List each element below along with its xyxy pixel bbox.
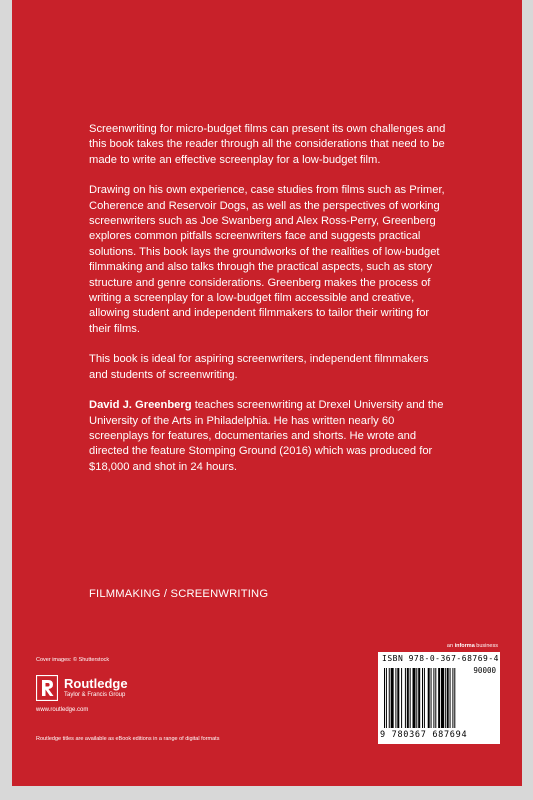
image-credits: Cover images: © Shutterstock (36, 657, 110, 663)
publisher-website: www.routledge.com (36, 707, 89, 713)
publisher-group: Taylor & Francis Group (64, 692, 126, 698)
publisher-logo (36, 675, 128, 701)
publisher-name: Routledge (64, 676, 128, 691)
barcode-panel (378, 652, 500, 744)
subject-category: FILMMAKING / SCREENWRITING (89, 588, 269, 600)
author-bio (89, 398, 449, 475)
informa-tag (447, 643, 498, 650)
informa-suffix: business (474, 643, 498, 649)
blurb-paragraph-3: This book is ideal for aspiring screenwriters, independent filmmakers and students of screenwriting. (89, 353, 429, 381)
barcode-bars (384, 668, 470, 728)
isbn-text: ISBN 978-0-367-68769-4 (382, 654, 499, 663)
price-addon: 90000 (473, 666, 496, 675)
blurb-paragraph-2: Drawing on his own experience, case studies from films such as Primer, Coherence and Reservoir Dogs, as well as the perspectives of working screenwriters such as Joe Swanberg and Alex Ross-Perry, Greenberg explores common pitfalls screenwriters face and suggests practical solutions. This book lays the groundworks of the realities of low-budget filmmaking and also talks through the practical aspects, such as story structure and genre considerations. Greenberg makes the process of writing a screenplay for a low-budget film accessible and creative, allowing student and independent filmmakers to tailor their writing for their films. (89, 184, 445, 335)
author-name: David J. Greenberg (89, 399, 192, 412)
book-back-cover (12, 0, 522, 786)
ean-digits: 9 780367 687694 (380, 730, 468, 740)
ebook-note: Routledge titles are available as eBook editions in a range of digital formats (36, 736, 220, 742)
informa-brand: informa (454, 643, 475, 649)
blurb (89, 122, 449, 490)
routledge-logo-icon (36, 675, 58, 701)
informa-prefix: an (446, 643, 455, 649)
blurb-paragraph-1: Screenwriting for micro-budget films can present its own challenges and this book takes the reader through all the considerations that need to be made to write an effective screenplay for a low-budget film. (89, 123, 446, 166)
author-bio-text: teaches screenwriting at Drexel University and the University of the Arts in Philadelphia. He has written nearly 60 screenplays for features, documentaries and shorts. He wrote and directed the feature Stomping Ground (2016) which was produced for $18,000 and shot in 24 hours. (89, 399, 444, 473)
